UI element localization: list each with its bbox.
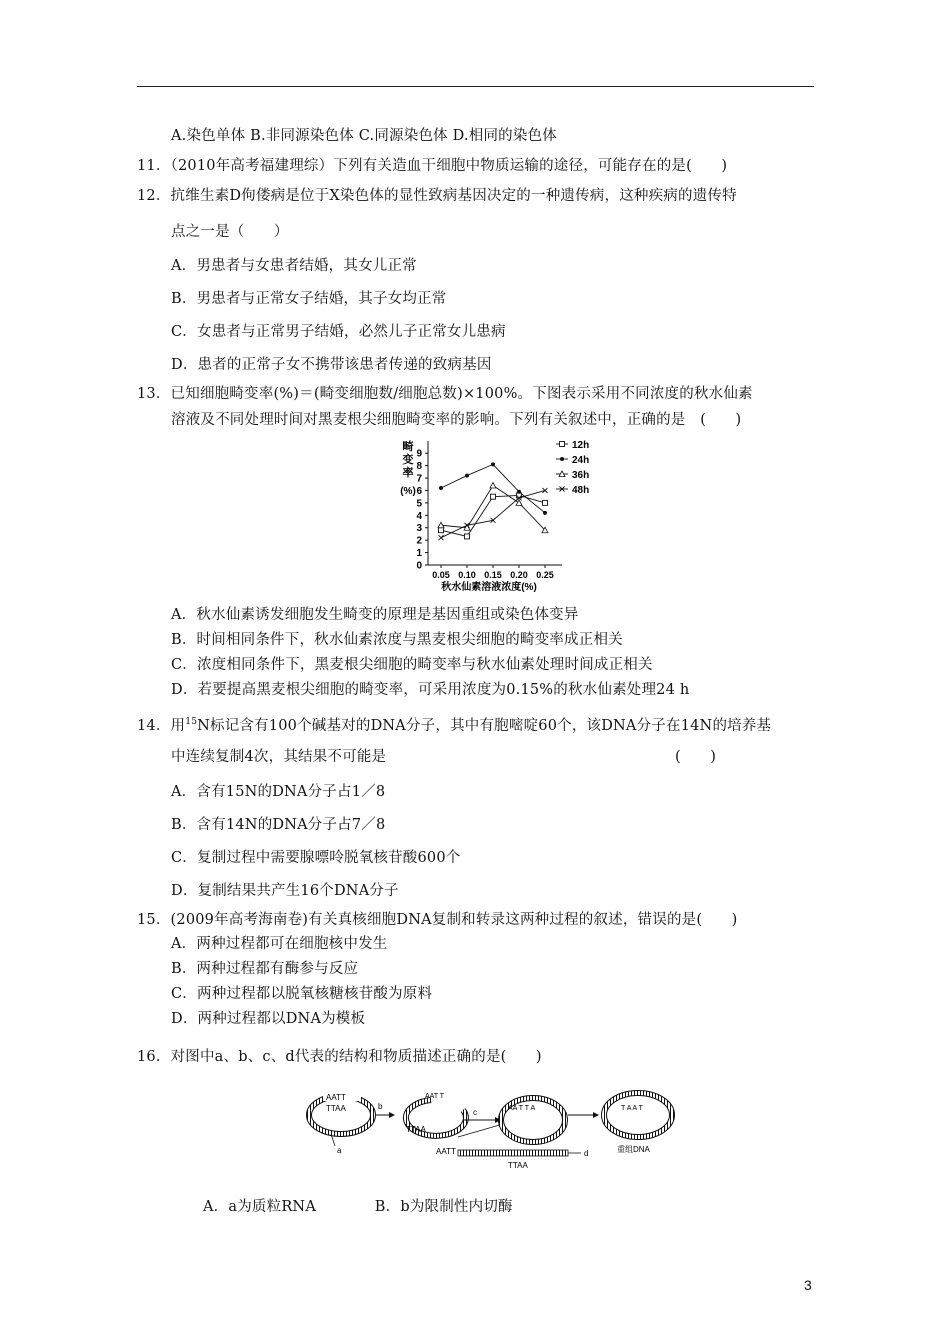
y-tick-label: 1 [416, 548, 422, 560]
label-ttaa-2: TTAA [406, 1125, 426, 1134]
x-tick-label: 0.10 [458, 570, 476, 580]
q14-option-c: C．复制过程中需要腺嘌呤脱氧核苷酸600个 [171, 850, 461, 866]
q16-stem: 16．对图中a、b、c、d代表的结构和物质描述正确的是( ) [137, 1049, 542, 1065]
q14-prefix: 14．用 [137, 717, 186, 734]
q12-option-c: C．女患者与正常男子结婚，必然儿子正常女儿患病 [171, 324, 506, 340]
legend-label: 36h [572, 470, 590, 481]
plasmid3-bases: AA T T A [508, 1105, 536, 1112]
label-d: d [584, 1149, 589, 1158]
x-tick-label: 0.15 [484, 570, 502, 580]
q14-superscript: 15 [185, 717, 198, 727]
point-marker [517, 490, 521, 494]
q12-option-b: B．男患者与正常女子结婚，其子女均正常 [171, 291, 447, 307]
q12-option-a: A．男患者与女患者结婚，其女儿正常 [171, 258, 417, 274]
point-marker [465, 534, 470, 539]
arrow-b-head [389, 1112, 395, 1118]
sticky-end-1: AAT T [425, 1093, 445, 1100]
point-marker [516, 500, 522, 506]
point-marker [543, 500, 548, 505]
point-marker [439, 535, 444, 540]
q12-stem-line2: 点之一是（ ） [171, 224, 289, 240]
point-marker [560, 457, 564, 461]
annealed-plasmid [501, 1098, 565, 1142]
page-number: 3 [804, 1277, 812, 1293]
q14-rest: N标记含有100个碱基对的DNA分子，其中有胞嘧啶60个，该DNA分子在14N的培养基 [197, 717, 772, 734]
recombinant-bases: T A A T [621, 1105, 643, 1112]
y-tick-label: 7 [416, 473, 422, 485]
point-marker [543, 488, 548, 493]
dna-fragment [436, 1147, 568, 1170]
q15-option-a: A．两种过程都可在细胞核中发生 [171, 936, 388, 952]
q12-option-d: D．患者的正常子女不携带该患者传递的致病基因 [171, 357, 492, 373]
y-tick-label: 9 [416, 448, 422, 460]
legend-label: 24h [572, 455, 590, 466]
point-marker [543, 511, 547, 515]
y-tick-label: 4 [416, 510, 422, 522]
x-tick-label: 0.25 [536, 570, 554, 580]
q16-options: A．a为质粒RNA B．b为限制性内切酶 [203, 1199, 513, 1215]
q10-options: A.染色单体 B.非同源染色体 C.同源染色体 D.相同的染色体 [171, 128, 557, 144]
point-marker [465, 474, 469, 478]
series-line-36h [441, 486, 545, 531]
plasmid-ring [309, 1092, 373, 1134]
legend-label: 48h [572, 485, 590, 496]
legend-label: 12h [572, 440, 590, 451]
y-axis-label-char: 畸 [402, 441, 414, 453]
y-tick-label: 8 [416, 461, 422, 473]
q14-option-a: A．含有15N的DNA分子占1／8 [171, 784, 386, 800]
point-marker [560, 442, 565, 447]
q13-option-b: B．时间相同条件下，秋水仙素浓度与黑麦根尖细胞的畸变率成正相关 [171, 632, 623, 648]
point-marker [490, 483, 496, 489]
cut-plasmid [406, 1093, 466, 1136]
q14-option-d: D．复制结果共产生16个DNA分子 [171, 883, 399, 899]
q14-stem-line1 [137, 713, 771, 735]
header-rule [137, 86, 814, 87]
point-marker [439, 486, 443, 490]
q16-recombinant-dna-diagram [303, 1080, 693, 1170]
y-axis-label-unit: (%) [400, 486, 416, 497]
label-ttaa-1: TTAA [326, 1104, 346, 1113]
q14-stem-line2: 中连续复制4次，其结果不可能是 [171, 749, 387, 765]
x-axis-label: 秋水仙素溶液浓度(%) [441, 582, 537, 593]
y-tick-label: 6 [416, 485, 422, 497]
point-marker [491, 494, 496, 499]
y-tick-label: 2 [416, 535, 422, 547]
label-aatt: AATT [326, 1093, 346, 1102]
x-tick-label: 0.05 [432, 570, 450, 580]
q13-option-d: D．若要提高黑麦根尖细胞的畸变率，可采用浓度为0.15%的秋水仙素处理24 h [171, 682, 690, 698]
y-tick-label: 3 [416, 523, 422, 535]
label-b: b [378, 1102, 383, 1111]
q14-option-b: B．含有14N的DNA分子占7／8 [171, 817, 386, 833]
q15-option-c: C．两种过程都以脱氧核糖核苷酸为原料 [171, 986, 433, 1002]
label-c: c [473, 1108, 477, 1117]
series-line-24h [441, 464, 545, 512]
q13-stem-line2: 溶液及不同处理时间对黑麦根尖细胞畸变率的影响。下列有关叙述中，正确的是 ( ) [171, 412, 742, 428]
point-marker [439, 528, 444, 533]
y-axis-label-char: 率 [402, 467, 414, 479]
q13-option-c: C．浓度相同条件下，黑麦根尖细胞的畸变率与秋水仙素处理时间成正相关 [171, 657, 653, 673]
q12-stem-line1: 12．抗维生素D佝偻病是位于X染色体的显性致病基因决定的一种遗传病，这种疾病的遗传特 [137, 188, 737, 204]
q15-option-d: D．两种过程都以DNA为模板 [171, 1011, 366, 1027]
q15-option-b: B．两种过程都有酶参与反应 [171, 961, 359, 977]
y-tick-label: 0 [416, 560, 422, 572]
label-recombinant-dna: 重组DNA [617, 1145, 650, 1154]
x-tick-label: 0.20 [510, 570, 528, 580]
recombinant-plasmid [604, 1093, 672, 1154]
point-marker [491, 462, 495, 466]
label-att: AATT [436, 1147, 456, 1156]
q13-stem-line1: 13．已知细胞畸变率(%)＝(畸变细胞数/细胞总数)×100%。下图表示采用不同浓度的秋水仙素 [137, 386, 753, 402]
q13-option-a: A．秋水仙素诱发细胞发生畸变的原理是基因重组或染色体变异 [171, 607, 579, 623]
q13-line-chart [380, 430, 610, 600]
q11-stem: 11．（2010年高考福建理综）下列有关造血干细胞中物质运输的途径，可能存在的是( ) [137, 158, 728, 174]
y-tick-label: 5 [416, 498, 422, 510]
q14-answer-paren: ( ) [675, 749, 717, 765]
arrow-ligation-head [593, 1112, 599, 1118]
label-a: a [337, 1146, 342, 1155]
q15-stem: 15．(2009年高考海南卷)有关真核细胞DNA复制和转录这两种过程的叙述，错误的是( ) [137, 912, 738, 928]
y-axis-label-char: 变 [402, 454, 414, 466]
label-ttaa-3: TTAA [508, 1161, 528, 1170]
